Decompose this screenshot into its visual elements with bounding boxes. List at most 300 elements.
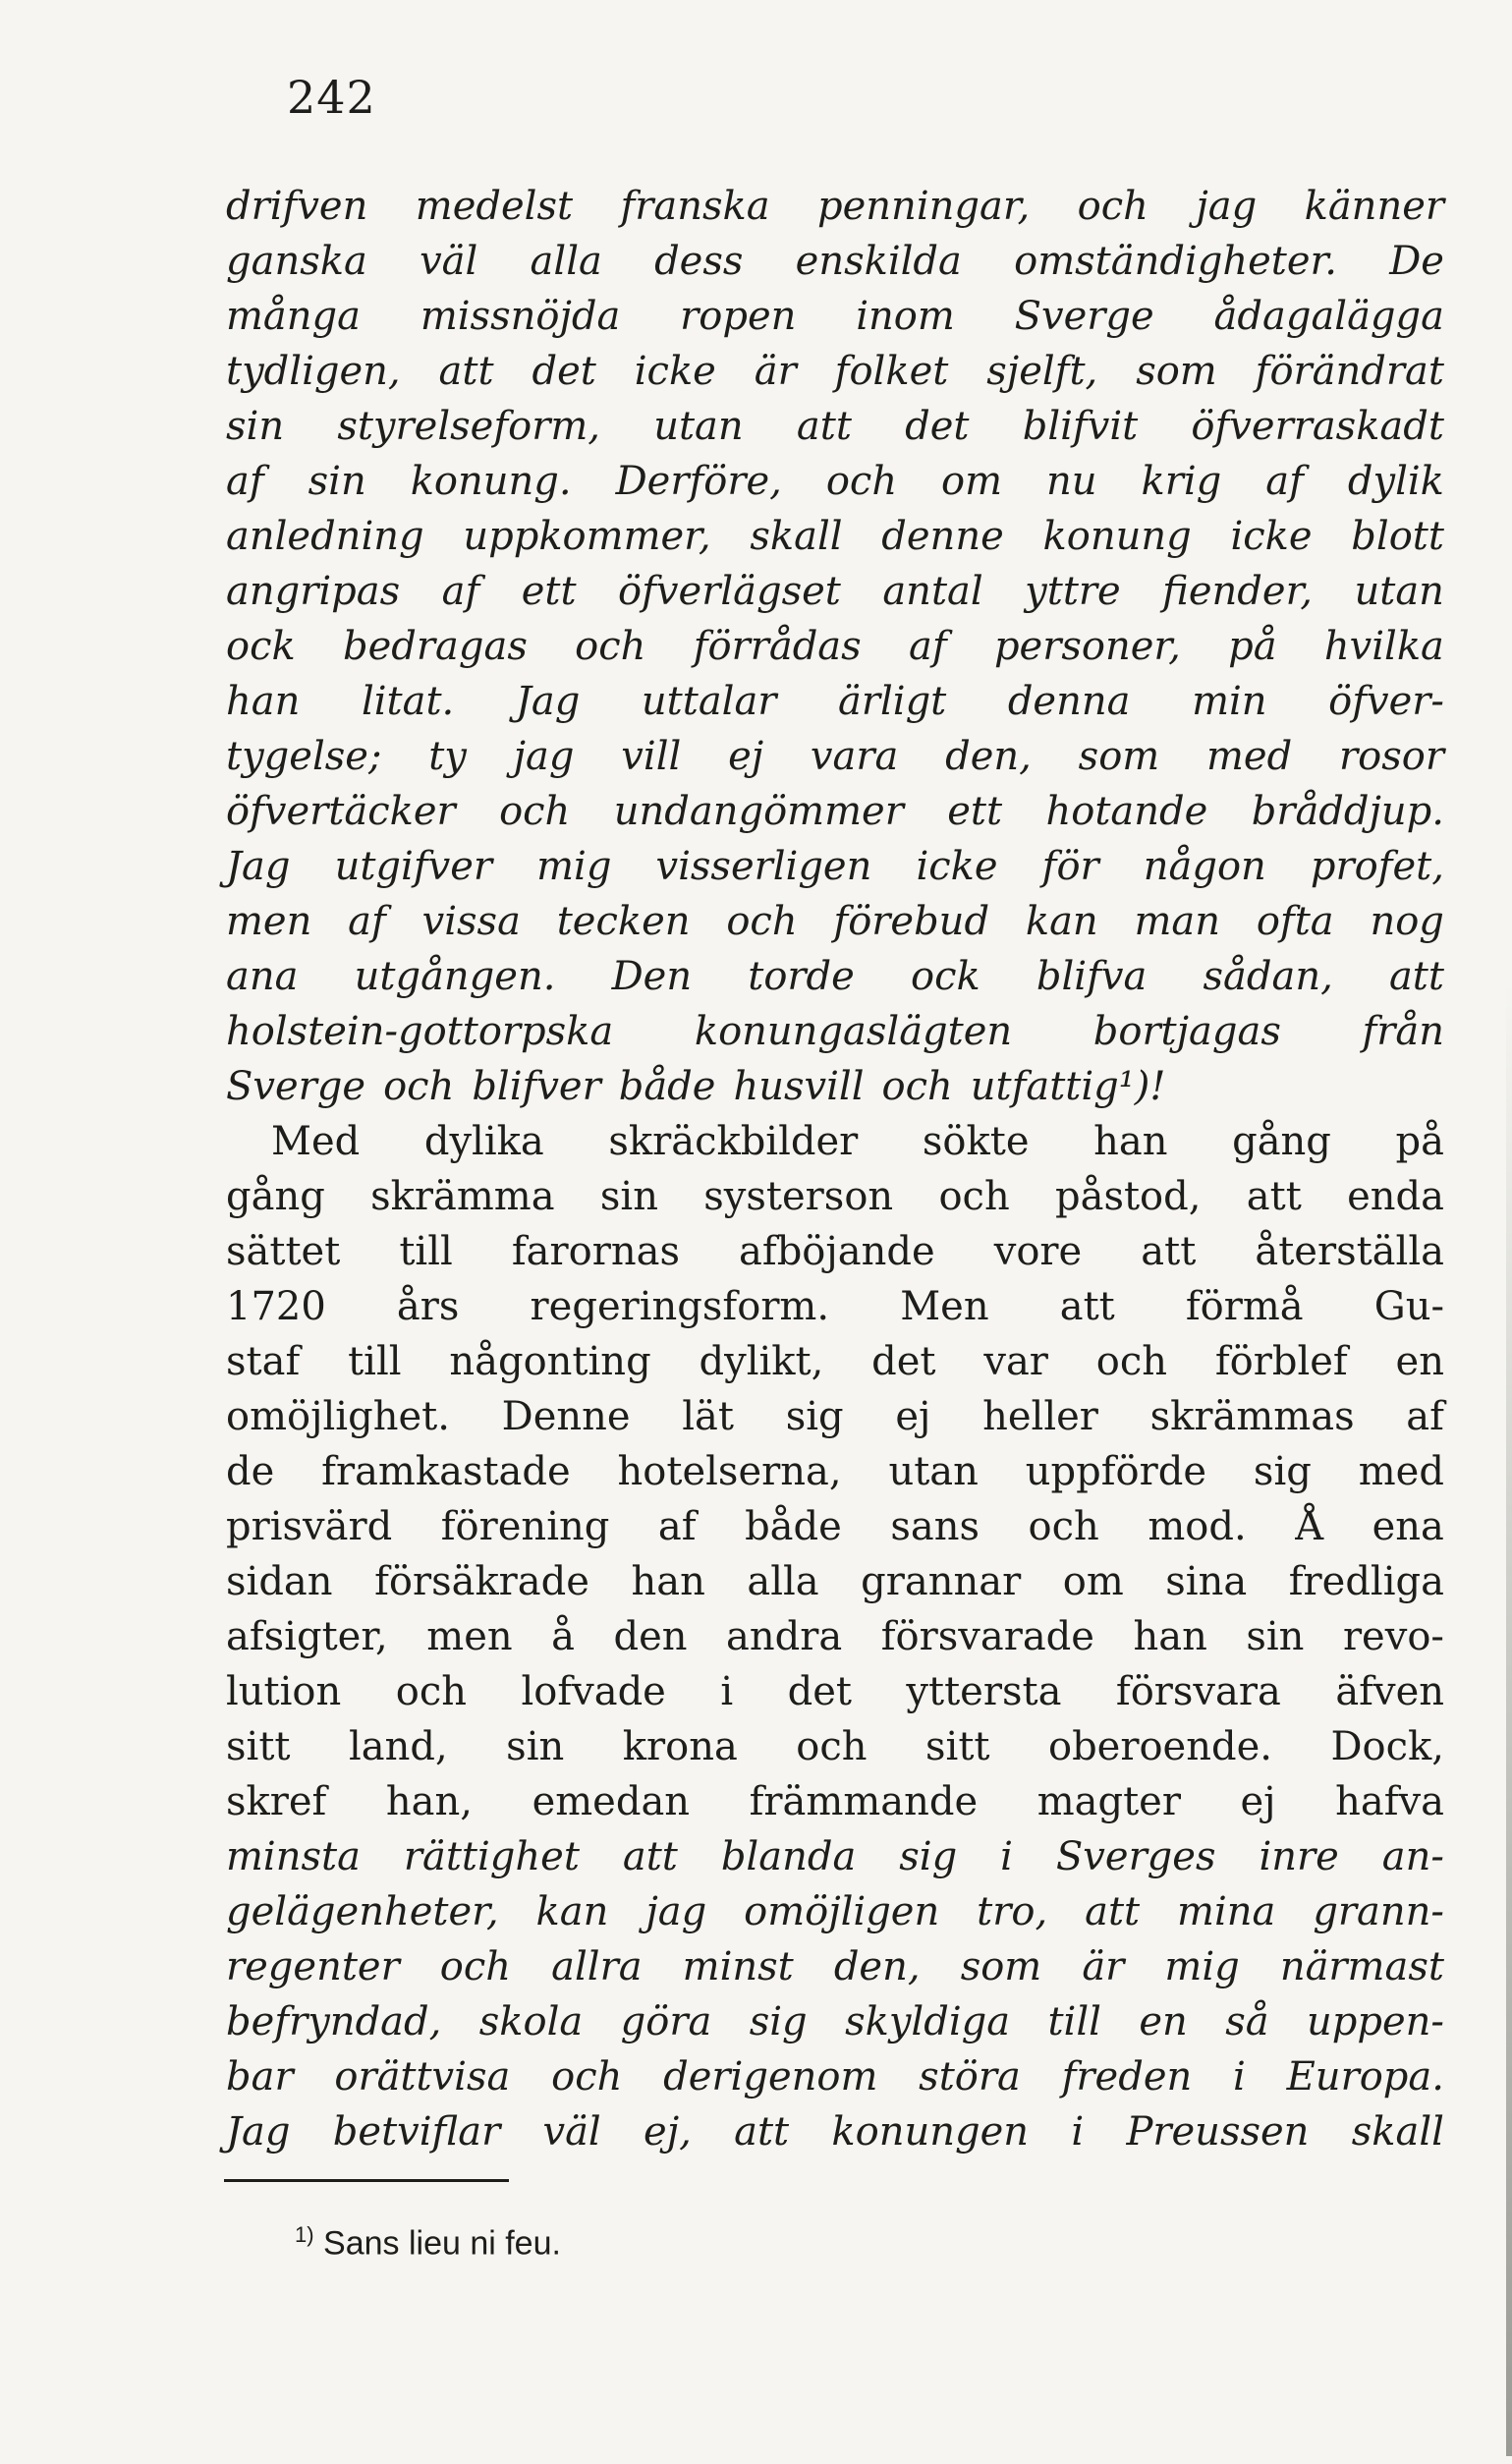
word: minst bbox=[682, 1944, 794, 1989]
text-line bbox=[226, 1939, 1444, 1994]
word: heller bbox=[982, 1394, 1098, 1439]
word: af bbox=[908, 624, 947, 669]
word: det bbox=[787, 1669, 852, 1714]
word: från bbox=[1362, 1009, 1444, 1054]
text-line bbox=[226, 1169, 1444, 1224]
text-line bbox=[226, 674, 1444, 729]
word: blifvit bbox=[1022, 404, 1139, 449]
word: på bbox=[1395, 1119, 1444, 1164]
text-line bbox=[226, 1499, 1444, 1554]
word: ofta bbox=[1256, 899, 1334, 944]
word: befryndad, bbox=[226, 1999, 442, 2044]
word: hafva bbox=[1335, 1779, 1444, 1824]
word: ena bbox=[1372, 1504, 1444, 1549]
word: ock bbox=[226, 624, 296, 669]
word: ej bbox=[895, 1394, 931, 1439]
word: konungaslägten bbox=[694, 1009, 1013, 1054]
word: Å bbox=[1295, 1504, 1324, 1549]
word: han, bbox=[385, 1779, 474, 1824]
word: mig bbox=[1164, 1944, 1240, 1989]
word: ådagalägga bbox=[1213, 294, 1444, 339]
page-number: 242 bbox=[287, 71, 376, 124]
word: inom bbox=[856, 294, 955, 339]
word: om bbox=[1062, 1559, 1124, 1604]
word: återställa bbox=[1255, 1229, 1444, 1274]
word: och bbox=[499, 789, 571, 834]
word: medelst bbox=[415, 184, 574, 229]
word: skräckbilder bbox=[608, 1119, 859, 1164]
word: penningar, bbox=[817, 184, 1031, 229]
word: i bbox=[1000, 1834, 1013, 1879]
word: orättvisa bbox=[334, 2054, 511, 2100]
word: min bbox=[1192, 679, 1267, 724]
word: både bbox=[745, 1504, 842, 1549]
word: på bbox=[1228, 624, 1277, 669]
word: af bbox=[1406, 1394, 1444, 1439]
word: väl bbox=[420, 239, 478, 284]
word: undangömmer bbox=[613, 789, 904, 834]
word: skall bbox=[750, 514, 843, 559]
word: en bbox=[1139, 1999, 1188, 2044]
word: göra bbox=[620, 1999, 712, 2044]
word: blifva bbox=[1036, 954, 1148, 999]
word: uppförde bbox=[1025, 1449, 1207, 1494]
word: lution bbox=[226, 1669, 342, 1714]
word: Jag bbox=[226, 844, 291, 889]
word: ock bbox=[910, 954, 980, 999]
word: gång bbox=[226, 1174, 325, 1219]
text-line bbox=[226, 1609, 1444, 1664]
word: omöjligen bbox=[744, 1889, 940, 1934]
word: utgifver bbox=[334, 844, 493, 889]
text-line bbox=[226, 289, 1444, 344]
word: och bbox=[726, 899, 798, 944]
word: främmande bbox=[749, 1779, 979, 1824]
text-line bbox=[226, 949, 1444, 1004]
word: mod. bbox=[1148, 1504, 1247, 1549]
word: det bbox=[905, 404, 970, 449]
word: försvara bbox=[1115, 1669, 1281, 1714]
word: Med bbox=[271, 1119, 361, 1164]
word: Men bbox=[900, 1284, 989, 1329]
word: visserligen bbox=[655, 844, 872, 889]
text-line bbox=[226, 1664, 1444, 1719]
word: både bbox=[618, 1064, 716, 1109]
word: förmå bbox=[1185, 1284, 1304, 1329]
word: störa bbox=[919, 2054, 1021, 2100]
word: men bbox=[226, 899, 312, 944]
text-line bbox=[226, 1004, 1444, 1059]
word: folket bbox=[834, 349, 949, 394]
word: om bbox=[941, 459, 1003, 504]
word: känner bbox=[1304, 184, 1444, 229]
word: förening bbox=[440, 1504, 610, 1549]
word: nog bbox=[1370, 899, 1444, 944]
word: emedan bbox=[532, 1779, 691, 1824]
word: och bbox=[1077, 184, 1148, 229]
word: äfven bbox=[1335, 1669, 1444, 1714]
word: det bbox=[532, 349, 596, 394]
word: dylik bbox=[1347, 459, 1444, 504]
word: uppkommer, bbox=[463, 514, 711, 559]
word: af bbox=[348, 899, 386, 944]
word: en bbox=[1395, 1339, 1444, 1384]
word: af bbox=[1265, 459, 1304, 504]
word: han bbox=[631, 1559, 705, 1604]
text-line bbox=[226, 399, 1444, 454]
word: Dock, bbox=[1330, 1724, 1444, 1769]
word: betviflar bbox=[332, 2109, 501, 2155]
word: enda bbox=[1347, 1174, 1444, 1219]
word: Sverges bbox=[1055, 1834, 1216, 1879]
word: afböjande bbox=[739, 1229, 935, 1274]
word: den, bbox=[945, 734, 1032, 779]
word: för bbox=[1041, 844, 1099, 889]
text-line bbox=[226, 2104, 1444, 2159]
text-line bbox=[226, 454, 1444, 509]
word: att bbox=[1059, 1284, 1115, 1329]
text-line bbox=[226, 729, 1444, 784]
word: förebud bbox=[833, 899, 990, 944]
word: som bbox=[1078, 734, 1160, 779]
word: med bbox=[1358, 1449, 1444, 1494]
word: öfverlägset bbox=[618, 569, 841, 614]
text-line bbox=[226, 564, 1444, 619]
word: bråddjup. bbox=[1251, 789, 1444, 834]
word: var bbox=[983, 1339, 1048, 1384]
word: till bbox=[348, 1339, 402, 1384]
word: minsta bbox=[226, 1834, 361, 1879]
word: Jag bbox=[515, 679, 581, 724]
word: skref bbox=[226, 1779, 327, 1824]
footnote-text: Sans lieu ni feu. bbox=[323, 2224, 561, 2263]
word: han bbox=[1093, 1119, 1168, 1164]
text-line bbox=[226, 179, 1444, 234]
word: tydligen, bbox=[226, 349, 401, 394]
word: framkastade bbox=[321, 1449, 571, 1494]
word: lofvade bbox=[521, 1669, 666, 1714]
word: sidan bbox=[226, 1559, 333, 1604]
word: sitt bbox=[226, 1724, 291, 1769]
word: husvill bbox=[733, 1064, 865, 1109]
word: kan bbox=[535, 1889, 609, 1934]
word: uppen- bbox=[1306, 1999, 1444, 2044]
word: ty bbox=[428, 734, 467, 779]
word: ana bbox=[226, 954, 299, 999]
word: är bbox=[754, 349, 797, 394]
word: Denne bbox=[501, 1394, 631, 1439]
word: drifven bbox=[226, 184, 368, 229]
text-line bbox=[226, 619, 1444, 674]
word: personer, bbox=[993, 624, 1181, 669]
word: andra bbox=[726, 1614, 843, 1659]
text-line bbox=[226, 894, 1444, 949]
word: sina bbox=[1165, 1559, 1248, 1604]
word: utfattig¹)! bbox=[970, 1064, 1166, 1109]
word: men bbox=[426, 1614, 513, 1659]
word: och bbox=[1028, 1504, 1099, 1549]
word: bortjagas bbox=[1092, 1009, 1281, 1054]
word: Gu- bbox=[1373, 1284, 1444, 1329]
word: sig bbox=[1253, 1449, 1312, 1494]
text-line bbox=[226, 344, 1444, 399]
word: Derföre, bbox=[615, 459, 782, 504]
word: dylikt, bbox=[699, 1339, 824, 1384]
text-line bbox=[226, 1059, 1444, 1114]
word: skyldiga bbox=[845, 1999, 1011, 2044]
word: sig bbox=[785, 1394, 844, 1439]
word: icke bbox=[634, 349, 716, 394]
word: försäkrade bbox=[374, 1559, 589, 1604]
text-line bbox=[226, 1774, 1444, 1829]
word: gelägenheter, bbox=[226, 1889, 499, 1934]
word: jag bbox=[1196, 184, 1258, 229]
word: styrelseform, bbox=[337, 404, 600, 449]
word: regenter bbox=[226, 1944, 400, 1989]
word: oberoende. bbox=[1047, 1724, 1272, 1769]
text-line bbox=[226, 234, 1444, 289]
word: sig bbox=[899, 1834, 958, 1879]
word: det bbox=[871, 1339, 936, 1384]
word: sjelft, bbox=[986, 349, 1098, 394]
page-edge-shadow bbox=[1506, 982, 1512, 2456]
word: mina bbox=[1177, 1889, 1276, 1934]
word: anledning bbox=[226, 514, 424, 559]
word: hotelserna, bbox=[617, 1449, 842, 1494]
word: öfverraskadt bbox=[1191, 404, 1444, 449]
text-line bbox=[226, 1829, 1444, 1884]
text-line bbox=[226, 1994, 1444, 2049]
word: och bbox=[1095, 1339, 1167, 1384]
word: utan bbox=[653, 404, 744, 449]
word: yttre bbox=[1025, 569, 1121, 614]
word: derigenom bbox=[663, 2054, 878, 2100]
word: försvarade bbox=[880, 1614, 1094, 1659]
word: farornas bbox=[511, 1229, 680, 1274]
body-text bbox=[226, 179, 1444, 2159]
word: sig bbox=[749, 1999, 808, 2044]
word: krig bbox=[1141, 459, 1222, 504]
word: vill bbox=[621, 734, 682, 779]
text-line bbox=[226, 1719, 1444, 1774]
word: prisvärd bbox=[226, 1504, 393, 1549]
word: afsigter, bbox=[226, 1614, 388, 1659]
word: ärligt bbox=[838, 679, 947, 724]
text-line bbox=[226, 784, 1444, 839]
word: litat. bbox=[361, 679, 455, 724]
word: till bbox=[399, 1229, 453, 1274]
word: tecken bbox=[556, 899, 691, 944]
word: förblef bbox=[1214, 1339, 1348, 1384]
word: bedragas bbox=[343, 624, 528, 669]
word: alla bbox=[747, 1559, 819, 1604]
word: allra bbox=[551, 1944, 643, 1989]
word: omständigheter. bbox=[1014, 239, 1337, 284]
word: års bbox=[396, 1284, 460, 1329]
word: att bbox=[734, 2109, 790, 2155]
word: dess bbox=[654, 239, 744, 284]
word: omöjlighet. bbox=[226, 1394, 450, 1439]
word: närmast bbox=[1279, 1944, 1444, 1989]
text-line bbox=[226, 1554, 1444, 1609]
text-line bbox=[226, 2049, 1444, 2104]
word: nu bbox=[1046, 459, 1097, 504]
word: den, bbox=[833, 1944, 921, 1989]
word: Sverge bbox=[1014, 294, 1154, 339]
word: tygelse; bbox=[226, 734, 382, 779]
word: han bbox=[226, 679, 301, 724]
text-line bbox=[226, 1114, 1444, 1169]
word: vore bbox=[993, 1229, 1083, 1274]
word: och bbox=[395, 1669, 467, 1714]
word: konung. bbox=[410, 459, 572, 504]
word: ej bbox=[728, 734, 764, 779]
word: sin bbox=[506, 1724, 565, 1769]
word: sin bbox=[308, 459, 366, 504]
word: å bbox=[551, 1614, 575, 1659]
word: icke bbox=[1230, 514, 1313, 559]
word: sättet bbox=[226, 1229, 341, 1274]
word: och bbox=[938, 1174, 1010, 1219]
word: många bbox=[226, 294, 361, 339]
word: af bbox=[657, 1504, 697, 1549]
text-line bbox=[226, 1444, 1444, 1499]
word: blanda bbox=[720, 1834, 857, 1879]
word: att bbox=[1085, 1889, 1141, 1934]
word: hvilka bbox=[1323, 624, 1444, 669]
footnote-rule bbox=[224, 2179, 509, 2182]
word: han bbox=[1133, 1614, 1207, 1659]
word: någon bbox=[1143, 844, 1266, 889]
word: systerson bbox=[703, 1174, 894, 1219]
word: yttersta bbox=[906, 1669, 1062, 1714]
word: konungen bbox=[831, 2109, 1030, 2155]
footnote bbox=[295, 2222, 561, 2263]
word: påstod, bbox=[1055, 1174, 1202, 1219]
text-line bbox=[226, 509, 1444, 564]
word: dylika bbox=[423, 1119, 544, 1164]
word: Sverge bbox=[226, 1064, 366, 1109]
word: som bbox=[960, 1944, 1042, 1989]
word: profet, bbox=[1310, 844, 1444, 889]
word: revo- bbox=[1342, 1614, 1444, 1659]
word: fiender, bbox=[1162, 569, 1314, 614]
word: de bbox=[226, 1449, 275, 1494]
word: franska bbox=[620, 184, 770, 229]
word: ett bbox=[521, 569, 577, 614]
word: torde bbox=[748, 954, 855, 999]
word: och bbox=[825, 459, 898, 504]
word: och bbox=[439, 1944, 512, 1989]
word: utan bbox=[1354, 569, 1444, 614]
word: att bbox=[1246, 1174, 1302, 1219]
word: tro, bbox=[977, 1889, 1048, 1934]
word: och bbox=[383, 1064, 455, 1109]
word: sitt bbox=[925, 1724, 990, 1769]
footnote-marker: 1) bbox=[295, 2222, 314, 2247]
word: ett bbox=[947, 789, 1003, 834]
word: och bbox=[881, 1064, 953, 1109]
word: sådan, bbox=[1203, 954, 1333, 999]
word: sökte bbox=[922, 1119, 1030, 1164]
text-line bbox=[226, 1389, 1444, 1444]
word: konung bbox=[1042, 514, 1192, 559]
word: hotande bbox=[1045, 789, 1208, 834]
word: med bbox=[1206, 734, 1293, 779]
word: förändrat bbox=[1255, 349, 1444, 394]
word: bar bbox=[226, 2054, 294, 2100]
word: ej, bbox=[644, 2109, 692, 2155]
word: af bbox=[226, 459, 264, 504]
word: 1720 bbox=[226, 1284, 326, 1329]
word: grannar bbox=[861, 1559, 1022, 1604]
word: ropen bbox=[680, 294, 797, 339]
word: enskilda bbox=[795, 239, 962, 284]
word: holstein-gottorpska bbox=[226, 1009, 614, 1054]
word: Europa. bbox=[1286, 2054, 1444, 2100]
word: till bbox=[1047, 1999, 1101, 2044]
word: i bbox=[1071, 2109, 1085, 2155]
word: och bbox=[551, 2054, 623, 2100]
word: land, bbox=[348, 1724, 448, 1769]
word: denne bbox=[881, 514, 1004, 559]
word: krona bbox=[622, 1724, 738, 1769]
word: an- bbox=[1381, 1834, 1444, 1879]
word: missnöjda bbox=[420, 294, 621, 339]
word: denna bbox=[1007, 679, 1131, 724]
word: sin bbox=[226, 404, 285, 449]
word: ganska bbox=[226, 239, 367, 284]
word: rättighet bbox=[403, 1834, 580, 1879]
word: antal bbox=[882, 569, 983, 614]
word: utgången. bbox=[354, 954, 556, 999]
word: jag bbox=[645, 1889, 707, 1934]
word: sin bbox=[1246, 1614, 1305, 1659]
word: väl bbox=[542, 2109, 601, 2155]
word: öfver- bbox=[1328, 679, 1444, 724]
word: freden bbox=[1061, 2054, 1193, 2100]
word: af bbox=[441, 569, 480, 614]
word: mig bbox=[536, 844, 612, 889]
word: Preussen bbox=[1126, 2109, 1310, 2155]
word: att bbox=[796, 404, 852, 449]
word: blott bbox=[1351, 514, 1444, 559]
word: alla bbox=[530, 239, 602, 284]
word: så bbox=[1225, 1999, 1269, 2044]
word: sin bbox=[599, 1174, 658, 1219]
word: i bbox=[1233, 2054, 1246, 2100]
word: lät bbox=[682, 1394, 734, 1439]
word: skrämma bbox=[370, 1174, 555, 1219]
word: sans bbox=[890, 1504, 980, 1549]
word: den bbox=[613, 1614, 688, 1659]
word: De bbox=[1389, 239, 1444, 284]
word: icke bbox=[916, 844, 998, 889]
word: någonting bbox=[449, 1339, 651, 1384]
text-line bbox=[226, 1279, 1444, 1334]
word: öfvertäcker bbox=[226, 789, 456, 834]
word: magter bbox=[1036, 1779, 1181, 1824]
word: att bbox=[438, 349, 494, 394]
word: jag bbox=[513, 734, 575, 779]
word: blifver bbox=[472, 1064, 601, 1109]
text-line bbox=[226, 1224, 1444, 1279]
text-line bbox=[226, 839, 1444, 894]
word: regeringsform. bbox=[530, 1284, 830, 1329]
word: att bbox=[1141, 1229, 1197, 1274]
word: rosor bbox=[1339, 734, 1444, 779]
word: skrämmas bbox=[1149, 1394, 1355, 1439]
